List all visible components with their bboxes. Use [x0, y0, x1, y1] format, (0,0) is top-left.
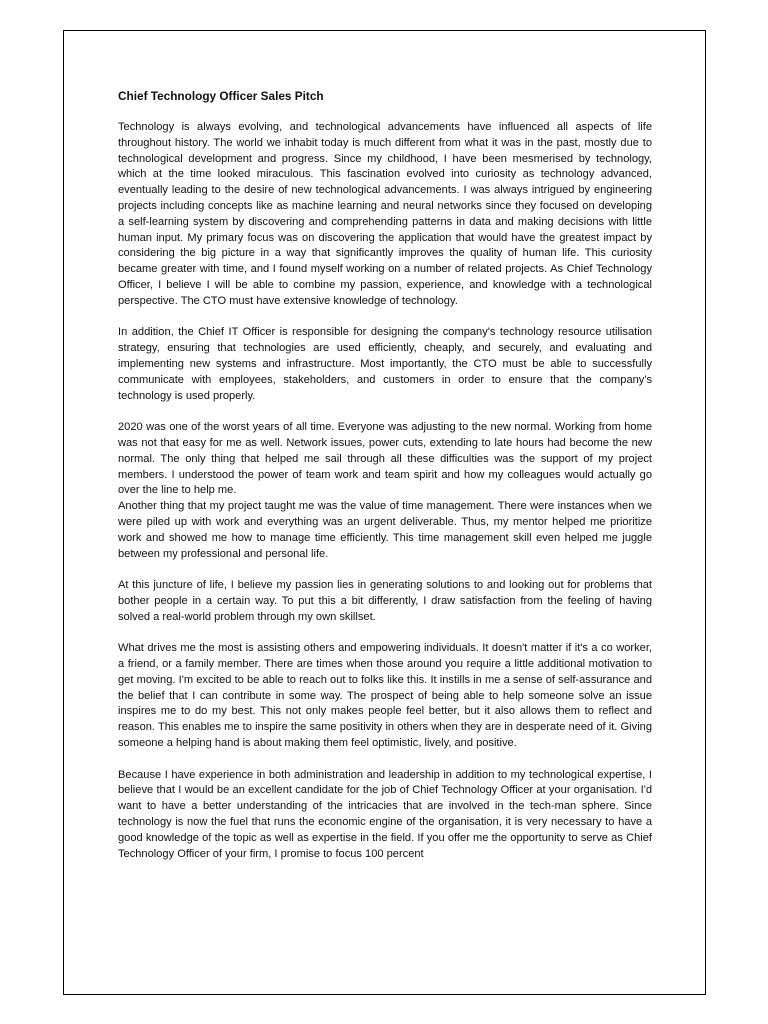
paragraph-2020-experience: 2020 was one of the worst years of all time. Everyone was adjusting to the new normal. Working from home was not that easy for me as well. Network issues, power cuts, extending to late hours had become the new normal. The only thing that helped me sail through all these difficulties was the support of my project members. I understood the power of team work and team spirit and how my colleagues would actually go over the line to help me.: [118, 421, 652, 497]
paragraph-cto-responsibilities: In addition, the Chief IT Officer is responsible for designing the company's technology resource utilisation strategy, ensuring that technologies are used efficiently, cheaply, and securely, and evaluating and implementing new systems and infrastructure. Most importantly, the CTO must be able to successfully communicate with employees, stakeholders, and customers in order to ensure that the company's technology is used properly.: [118, 326, 652, 402]
document-title: Chief Technology Officer Sales Pitch: [118, 89, 324, 103]
document-body: [118, 88, 652, 878]
paragraph-time-management: Another thing that my project taught me was the value of time management. There were instances when we were piled up with work and everything was an urgent deliverable. Thus, my mentor helped me prioritize work and showed me how to manage time efficiently. This time management skill even helped me juggle between my professional and personal life.: [118, 500, 652, 560]
paragraph-motivation: What drives me the most is assisting others and empowering individuals. It doesn't matter if it's a co worker, a friend, or a family member. There are times when those around you require a little additional motivation to get moving. I'm excited to be able to reach out to folks like this. It instills in me a sense of self-assurance and the belief that I can contribute in some way. The prospect of being able to help someone solve an issue inspires me to do my best. This not only makes people feel better, but it also allows them to reflect and reason. This enables me to inspire the same positivity in others when they are in desperate need of it. Giving someone a helping hand is about making them feel optimistic, lively, and positive.: [118, 642, 652, 750]
paragraph-passion: At this juncture of life, I believe my passion lies in generating solutions to and looking out for problems that bother people in a certain way. To put this a bit differently, I draw satisfaction from the feeling of having solved a real-world problem through my own skillset.: [118, 579, 652, 623]
document-page: [63, 30, 706, 995]
paragraph-candidacy: Because I have experience in both administration and leadership in addition to my technological expertise, I believe that I would be an excellent candidate for the job of Chief Technology Officer at your organisation. I'd want to have a better understanding of the intricacies that are involved in the tech-man sphere. Since technology is now the fuel that runs the economic engine of the organisation, it is very necessary to have a good knowledge of the topic as well as expertise in the field. If you offer me the opportunity to serve as Chief Technology Officer of your firm, I promise to focus 100 percent: [118, 768, 652, 860]
paragraph-technology-evolving: Technology is always evolving, and technological advancements have influenced all aspects of life throughout history. The world we inhabit today is much different from what it was in the past, mostly due to technological development and progress. Since my childhood, I have been mesmerised by technology, which at the time looked miraculous. This fascination evolved into curiosity as technology advanced, eventually leading to the desire of new technological advancements. I was always intrigued by engineering projects including concepts like as machine learning and neural networks since they focused on developing a self-learning system by discovering and comprehending patterns in data and making decisions with little human input. My primary focus was on discovering the application that would have the greatest impact by considering the big picture in a way that significantly improves the quality of human life. This curiosity became greater with time, and I found myself working on a number of related projects. As Chief Technology Officer, I believe I will be able to combine my passion, experience, and knowledge with a technological perspective. The CTO must have extensive knowledge of technology.: [118, 121, 652, 307]
